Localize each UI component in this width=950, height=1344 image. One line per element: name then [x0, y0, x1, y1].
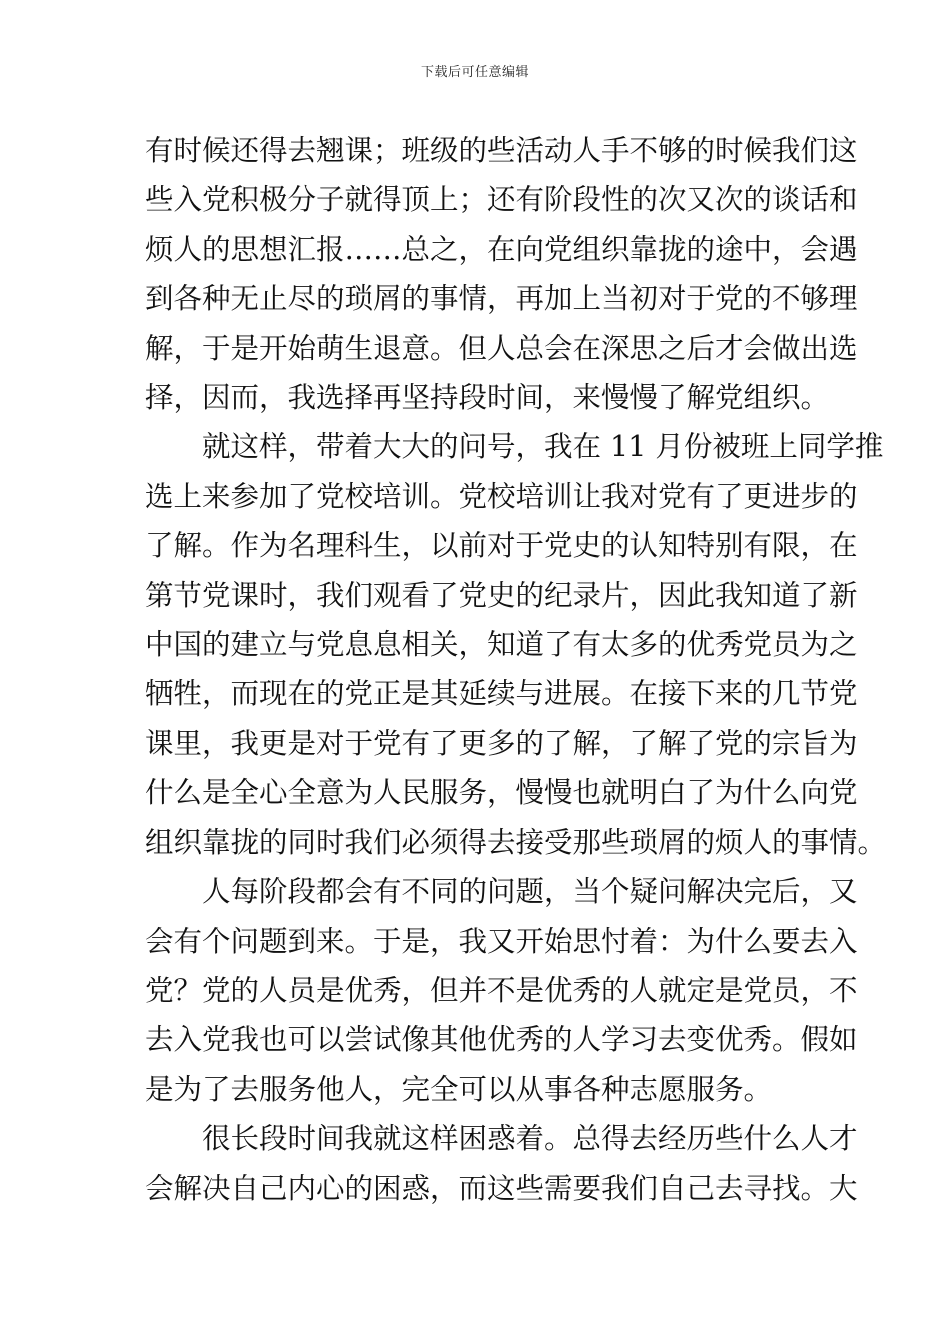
text-line: 牺牲，而现在的党正是其延续与进展。在接下来的几节党	[145, 677, 858, 711]
text-line: 中国的建立与党息息相关，知道了有太多的优秀党员为之	[145, 628, 858, 662]
text-line: 第节党课时，我们观看了党史的纪录片，因此我知道了新	[145, 578, 858, 612]
paragraph-3	[145, 867, 858, 1114]
text-line: 解，于是开始萌生退意。但人总会在深思之后才会做出选	[145, 331, 858, 365]
text-line: 择，因而，我选择再坚持段时间，来慢慢了解党组织。	[145, 381, 830, 415]
text-line: 选上来参加了党校培训。党校培训让我对党有了更进步的	[145, 479, 858, 513]
text-line: 去入党我也可以尝试像其他优秀的人学习去变优秀。假如	[145, 1023, 858, 1057]
text-line: 很长段时间我就这样困惑着。总得去经历些什么人才	[202, 1122, 858, 1156]
text-line: 会有个问题到来。于是，我又开始思忖着：为什么要去入	[145, 924, 858, 958]
text-line: 会解决自己内心的困惑，而这些需要我们自己去寻找。大	[145, 1171, 858, 1205]
page-header: 下载后可任意编辑	[420, 65, 529, 80]
document-body	[145, 126, 887, 1213]
text-line: 些入党积极分子就得顶上；还有阶段性的次又次的谈话和	[145, 183, 858, 217]
text-line: 课里，我更是对于党有了更多的了解，了解了党的宗旨为	[145, 726, 858, 760]
text-line: 了解。作为名理科生，以前对于党史的认知特别有限，在	[145, 529, 858, 563]
paragraph-1	[145, 126, 858, 422]
text-line: 什么是全心全意为人民服务，慢慢也就明白了为什么向党	[145, 776, 858, 810]
text-line: 人每阶段都会有不同的问题，当个疑问解决完后，又	[202, 875, 858, 909]
text-line: 烦人的思想汇报……总之，在向党组织靠拢的途中，会遇	[145, 232, 858, 266]
paragraph-4	[145, 1114, 858, 1213]
text-line: 到各种无止尽的琐屑的事情，再加上当初对于党的不够理	[145, 282, 858, 316]
text-line: 是为了去服务他人，完全可以从事各种志愿服务。	[145, 1072, 773, 1106]
text-line: 就这样，带着大大的问号，我在 11 月份被班上同学推	[202, 430, 884, 464]
text-line: 党？党的人员是优秀，但并不是优秀的人就定是党员，不	[145, 973, 858, 1007]
paragraph-2	[145, 422, 887, 867]
text-line: 组织靠拢的同时我们必须得去接受那些琐屑的烦人的事情。	[145, 825, 887, 859]
text-line: 有时候还得去翘课；班级的些活动人手不够的时候我们这	[145, 134, 858, 167]
